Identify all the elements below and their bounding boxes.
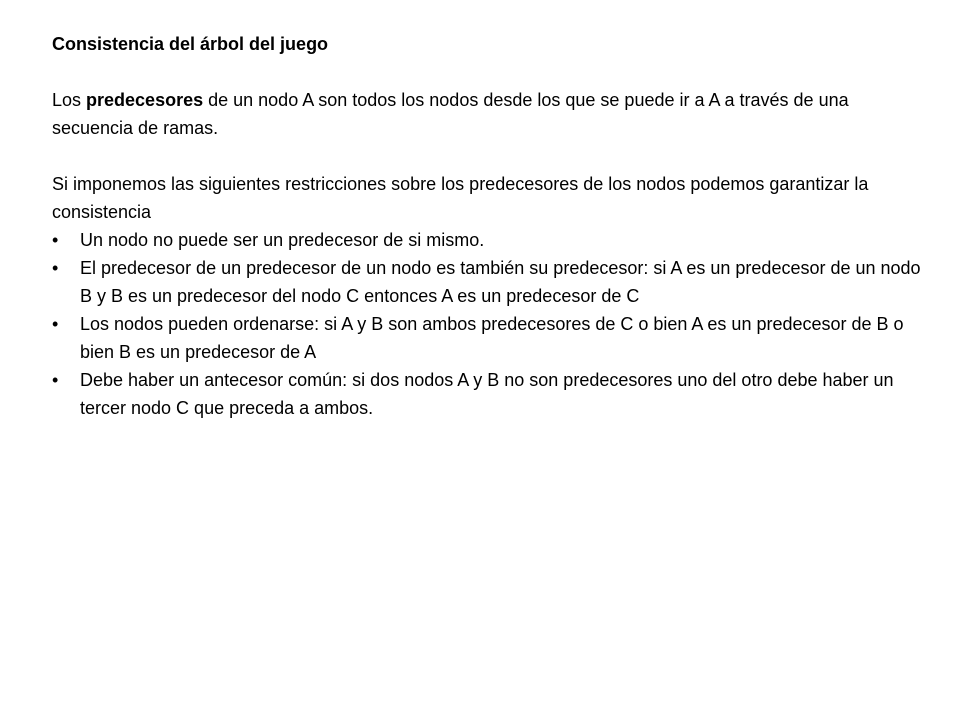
list-item-text: Debe haber un antecesor común: si dos nodos A y B no son predecesores uno del otro debe haber un tercer nodo C que preceda a ambos. (80, 370, 894, 418)
list-item (52, 310, 922, 366)
restrictions-list (52, 226, 922, 422)
spacer (52, 142, 922, 170)
list-item (52, 226, 922, 254)
spacer (52, 58, 922, 86)
definition-text-end: de un nodo A son todos los nodos desde los que se puede ir a A a través de una secuencia de ramas. (52, 90, 849, 138)
definition-text-start: Los (52, 90, 87, 110)
slide-content (52, 30, 922, 422)
list-item (52, 366, 922, 422)
intro-paragraph: Si imponemos las siguientes restricciones sobre los predecesores de los nodos podemos garantizar la consistencia (52, 174, 869, 222)
list-item (52, 254, 922, 310)
bullet-icon: • (52, 314, 59, 334)
list-item-text: Un nodo no puede ser un predecesor de si mismo. (80, 230, 485, 250)
definition-paragraph (52, 86, 922, 142)
list-item-text: El predecesor de un predecesor de un nodo es también su predecesor: si A es un predecesor de un nodo B y B es un predecesor del nodo C entonces A es un predecesor de C (80, 258, 921, 306)
list-item-text: Los nodos pueden ordenarse: si A y B son ambos predecesores de C o bien A es un predecesor de B o bien B es un predecesor de A (80, 314, 904, 362)
bullet-icon: • (52, 370, 59, 390)
slide-title: Consistencia del árbol del juego (52, 34, 329, 54)
bullet-icon: • (52, 258, 59, 278)
bullet-icon: • (52, 230, 59, 250)
definition-term: predecesores (86, 90, 204, 110)
